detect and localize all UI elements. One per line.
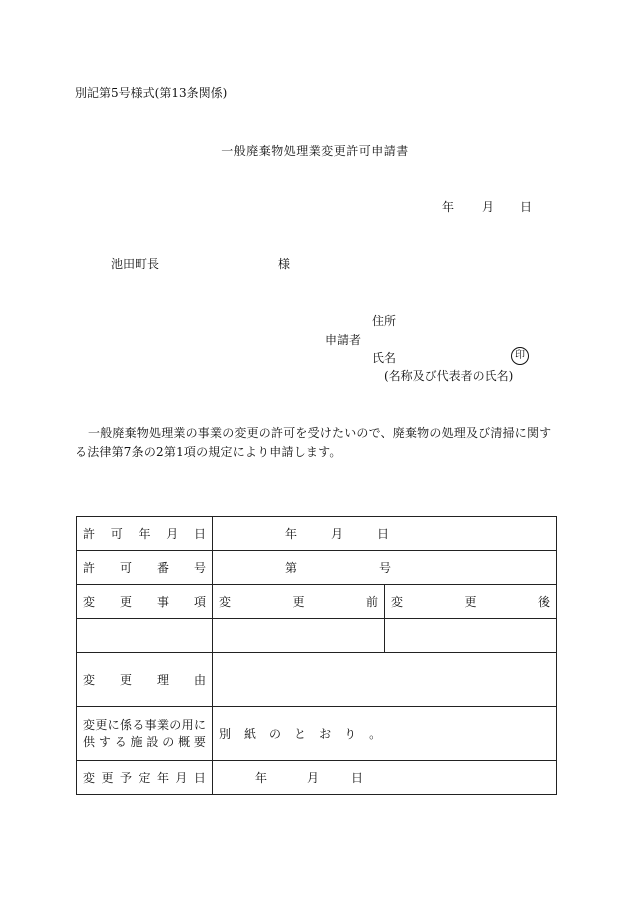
facility-value-char: り (344, 727, 357, 741)
permit-month-label: 月 (331, 527, 344, 541)
facility-label-line2-char: る (114, 734, 127, 749)
before-change-value[interactable] (213, 619, 385, 653)
change-item-label-char: 事 (156, 595, 169, 609)
permit-no-label-char: 許 (83, 561, 96, 575)
reason-label-char: 更 (119, 673, 132, 687)
facility-label-line1-char: 業 (156, 717, 169, 732)
before-label-char: 変 (219, 595, 232, 609)
scheduled-year-label: 年 (255, 771, 268, 785)
change-reason-label (77, 653, 213, 707)
application-table (76, 516, 557, 795)
facility-label-line1-char: に (107, 717, 120, 732)
facility-value-char: の (269, 727, 282, 741)
permit-date-label-char: 可 (110, 527, 123, 541)
facility-label-line2-char: 供 (83, 734, 96, 749)
facility-label-line2-char: 設 (146, 734, 159, 749)
permit-number-label (77, 551, 213, 585)
permit-no-label-char: 可 (119, 561, 132, 575)
facility-label-line2-char: 施 (130, 734, 143, 749)
change-item-label-char: 変 (83, 595, 96, 609)
addressee-honorific: 様 (278, 257, 291, 271)
scheduled-label-char: 日 (193, 771, 206, 785)
facility-label-line1-char: 係 (119, 717, 132, 732)
scheduled-label-char: 更 (101, 771, 114, 785)
scheduled-label-char: 月 (175, 771, 188, 785)
permit-date-label (77, 517, 213, 551)
facility-label-line1-char: 更 (95, 717, 108, 732)
permit-number-value[interactable] (213, 551, 557, 585)
addressee-name: 池田町長 (111, 257, 160, 271)
document-title: 一般廃棄物処理業変更許可申請書 (221, 144, 409, 158)
facility-label-line1-char: 変 (83, 717, 96, 732)
change-item-value[interactable] (77, 619, 213, 653)
facility-label-line1-char: の (169, 717, 182, 732)
date-day-label: 日 (520, 200, 533, 214)
date-month-label: 月 (482, 200, 495, 214)
facility-label-line2-char: 要 (193, 734, 206, 749)
row-change-items-header (77, 585, 557, 619)
row-scheduled-date (77, 761, 557, 795)
permit-no-label-char: 号 (193, 561, 206, 575)
facility-overview-value[interactable] (213, 707, 557, 761)
facility-label-line1-char: 事 (144, 717, 157, 732)
application-date (442, 198, 532, 215)
facility-label-line1-char: る (132, 717, 145, 732)
row-facility-overview (77, 707, 557, 761)
change-item-label (77, 585, 213, 619)
facility-label-line1-char: に (193, 717, 206, 732)
permit-date-value[interactable] (213, 517, 557, 551)
permit-year-label: 年 (285, 527, 298, 541)
permit-number-suffix: 号 (379, 561, 392, 575)
scheduled-label-char: 予 (119, 771, 132, 785)
address-label: 住所 (372, 314, 397, 328)
change-reason-value[interactable] (213, 653, 557, 707)
permit-date-label-char: 年 (138, 527, 151, 541)
facility-value-char: 紙 (244, 727, 257, 741)
seal-mark: 印 (511, 347, 529, 365)
row-permit-date (77, 517, 557, 551)
reason-label-char: 変 (83, 673, 96, 687)
permit-no-label-char: 番 (156, 561, 169, 575)
facility-value-char: と (294, 727, 307, 741)
facility-label-line1-char: 用 (181, 717, 194, 732)
date-year-label: 年 (442, 200, 455, 214)
scheduled-date-value[interactable] (213, 761, 557, 795)
permit-date-label-char: 日 (193, 527, 206, 541)
permit-date-label-char: 月 (166, 527, 179, 541)
facility-overview-label (77, 707, 213, 761)
permit-number-prefix: 第 (285, 561, 298, 575)
after-change-header (385, 585, 557, 619)
before-label-char: 前 (365, 595, 378, 609)
applicant-label: 申請者 (325, 333, 362, 347)
before-change-header (213, 585, 385, 619)
form-number: 別記第5号様式(第13条関係) (75, 86, 228, 100)
row-change-items-values (77, 619, 557, 653)
reason-label-char: 理 (156, 673, 169, 687)
row-permit-number (77, 551, 557, 585)
permit-day-label: 日 (377, 527, 390, 541)
name-label: 氏名 (372, 351, 397, 365)
scheduled-label-char: 定 (138, 771, 151, 785)
after-label-char: 更 (464, 595, 477, 609)
scheduled-label-char: 変 (83, 771, 96, 785)
name-note: (名称及び代表者の氏名) (384, 369, 514, 383)
reason-label-char: 由 (193, 673, 206, 687)
application-statement: 一般廃棄物処理業の事業の変更の許可を受けたいので、廃棄物の処理及び清掃に関する法律第7条の2第1項の規定により申請します。 (75, 426, 552, 459)
facility-value-char: 。 (369, 727, 382, 741)
after-label-char: 変 (391, 595, 404, 609)
row-change-reason (77, 653, 557, 707)
facility-value-char: 別 (219, 727, 232, 741)
permit-date-label-char: 許 (83, 527, 96, 541)
scheduled-day-label: 日 (351, 771, 364, 785)
after-label-char: 後 (538, 595, 551, 609)
scheduled-month-label: 月 (307, 771, 320, 785)
change-item-label-char: 項 (193, 595, 206, 609)
scheduled-label-char: 年 (156, 771, 169, 785)
after-change-value[interactable] (385, 619, 557, 653)
before-label-char: 更 (292, 595, 305, 609)
facility-label-line2-char: 概 (178, 734, 191, 749)
facility-label-line2-char: す (98, 734, 111, 749)
scheduled-date-label (77, 761, 213, 795)
facility-label-line2-char: の (162, 734, 175, 749)
change-item-label-char: 更 (119, 595, 132, 609)
facility-value-char: お (319, 727, 332, 741)
